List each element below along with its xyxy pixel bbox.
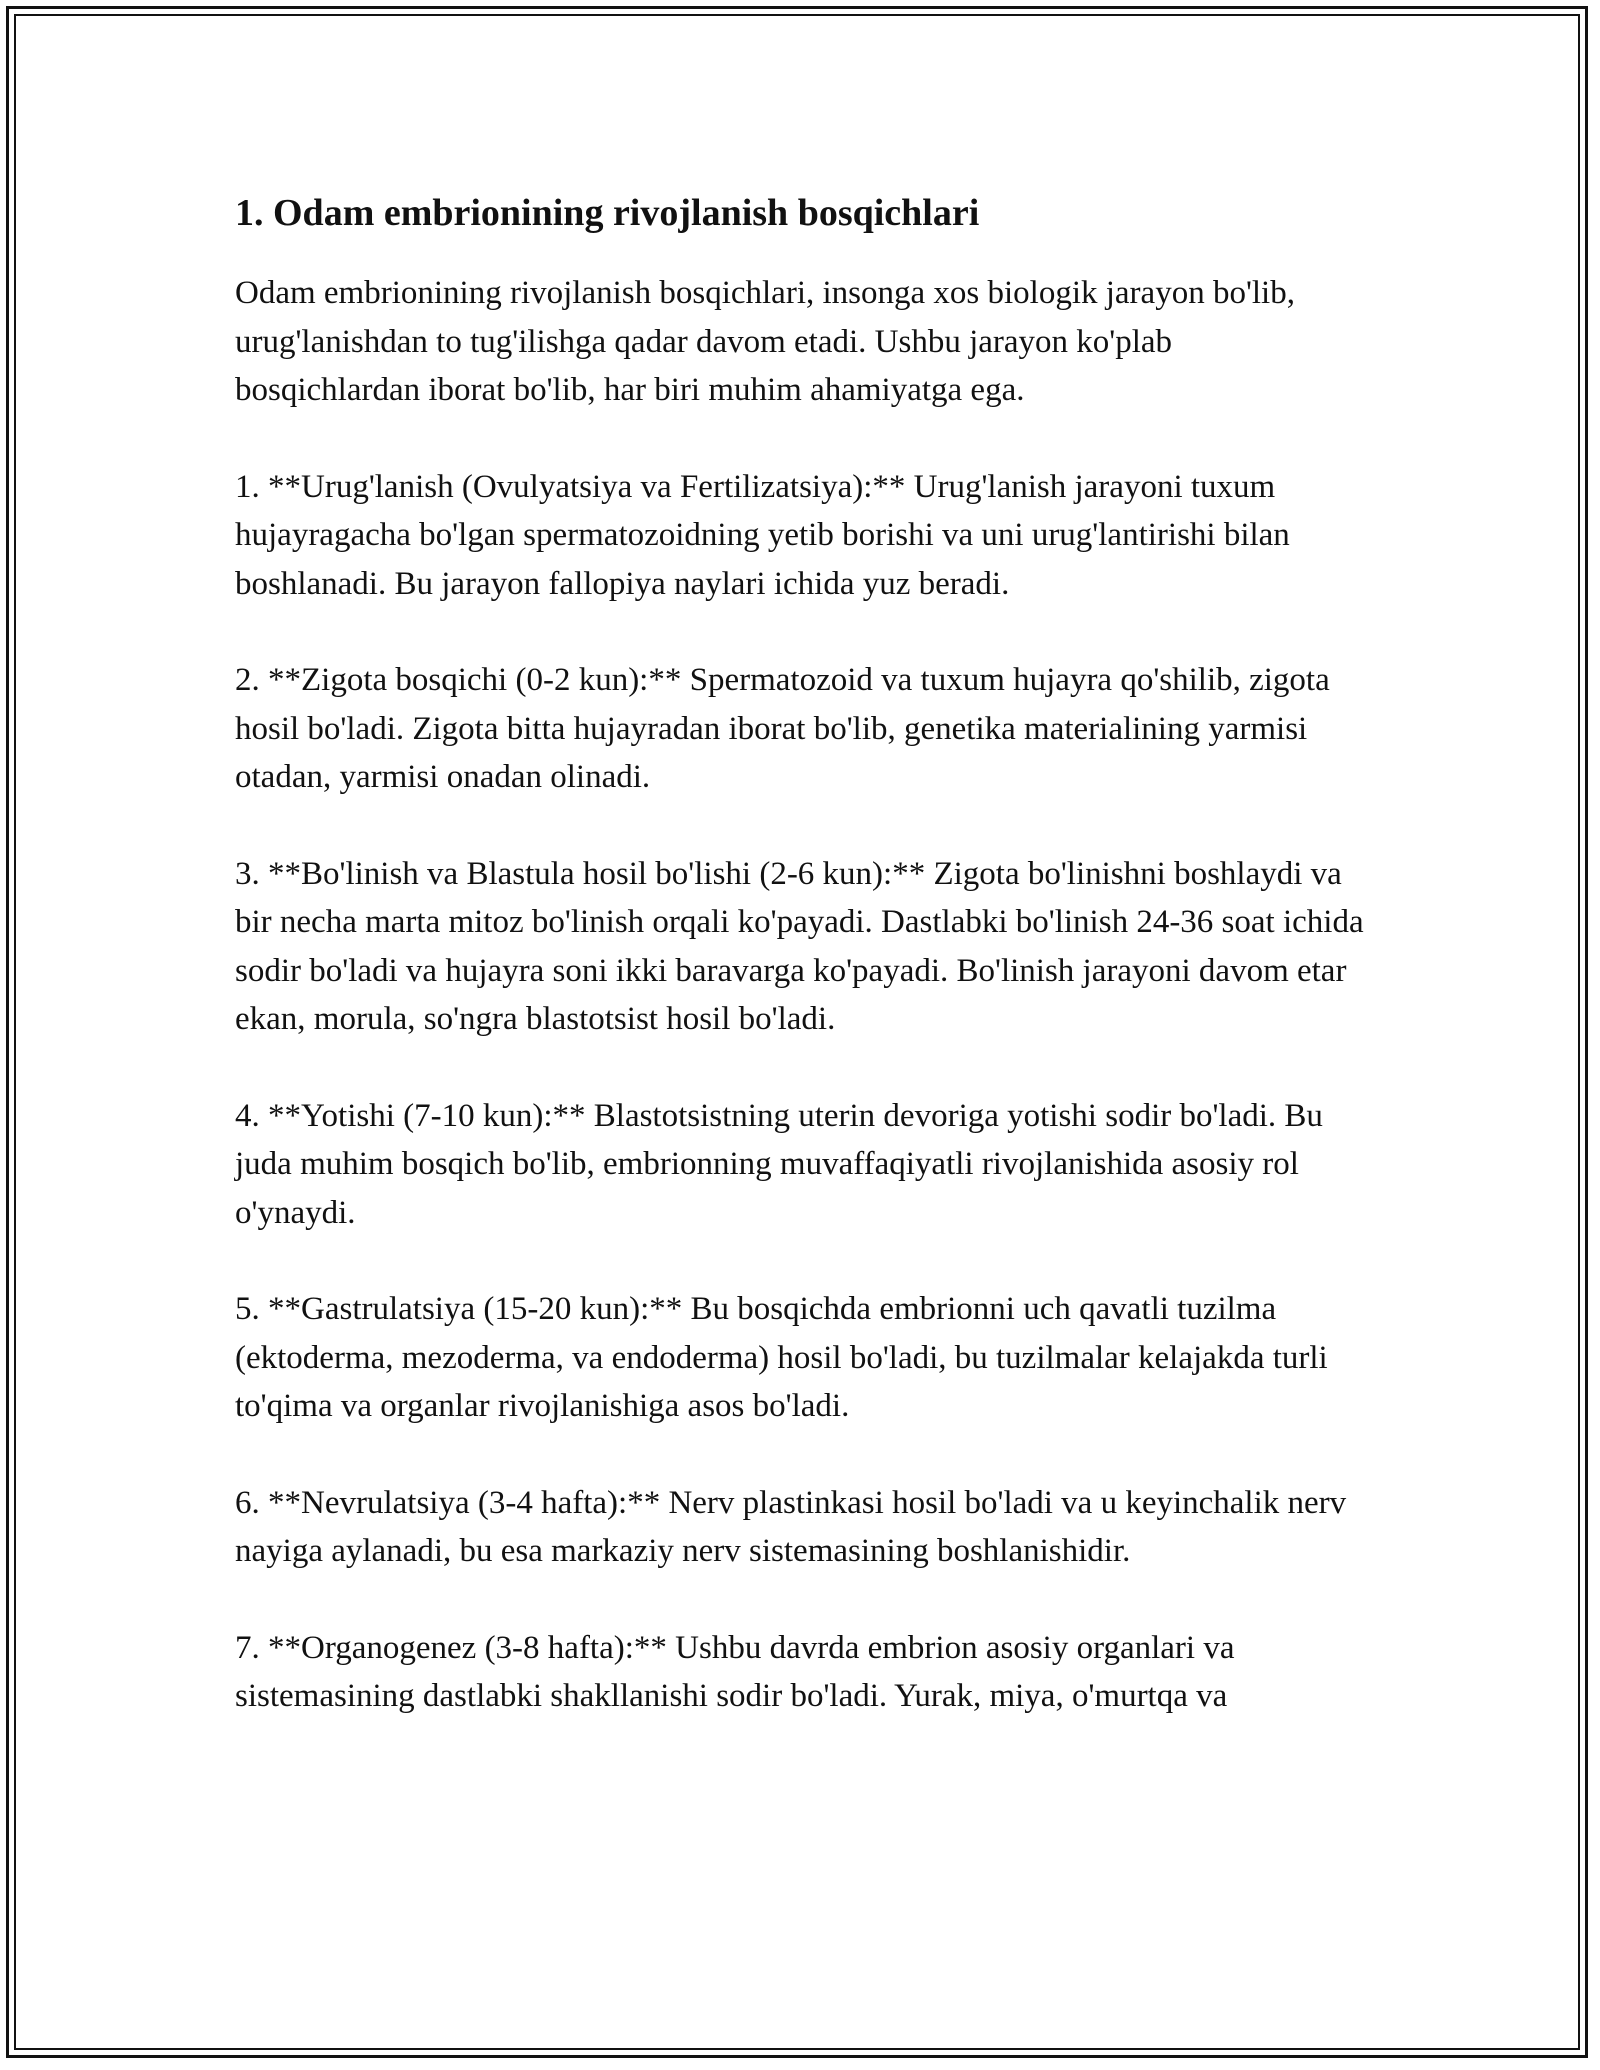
- stage-paragraph-4: 4. **Yotishi (7-10 kun):** Blastotsistning uterin devoriga yotishi sodir bo'ladi. Bu juda muhim bosqich bo'lib, embrionning muvaffaqiyatli rivojlanishida asosiy rol o'ynaydi.: [235, 1097, 1323, 1231]
- stage-paragraph-5: 5. **Gastrulatsiya (15-20 kun):** Bu bosqichda embrionni uch qavatli tuzilma (ektoderma, mezoderma, va endoderma) hosil bo'ladi, bu tuzilmalar kelajakda turli to'qima va organlar rivojlanishiga asos bo'ladi.: [235, 1291, 1328, 1424]
- stage-paragraph-6: 6. **Nevrulatsiya (3-4 hafta):** Nerv plastinkasi hosil bo'ladi va u keyinchalik nerv nayiga aylanadi, bu esa markaziy nerv sistemasining boshlanishidir.: [235, 1484, 1347, 1569]
- stage-paragraph-3: 3. **Bo'linish va Blastula hosil bo'lishi (2-6 kun):** Zigota bo'linishni boshlaydi va bir necha marta mitoz bo'linish orqali ko'payadi. Dastlabki bo'linish 24-36 soat ichida sodir bo'ladi va hujayra soni ikki baravarga ko'payadi. Bo'linish jarayoni davom etar ekan, morula, so'ngra blastotsist hosil bo'ladi.: [235, 855, 1364, 1037]
- stage-paragraph-7: 7. **Organogenez (3-8 hafta):** Ushbu davrda embrion asosiy organlari va sistemasining dastlabki shakllanishi sodir bo'ladi. Yurak, miya, o'murtqa va: [235, 1629, 1235, 1714]
- stage-paragraph-1: 1. **Urug'lanish (Ovulyatsiya va Fertilizatsiya):** Urug'lanish jarayoni tuxum hujayragacha bo'lgan spermatozoidning yetib borishi va uni urug'lantirishi bilan boshlanadi. Bu jarayon fallopiya naylari ichida yuz beradi.: [235, 468, 1290, 602]
- document-heading: 1. Odam embrionining rivojlanish bosqichlari: [235, 192, 980, 234]
- stage-paragraph-2: 2. **Zigota bosqichi (0-2 kun):** Spermatozoid va tuxum hujayra qo'shilib, zigota hosil bo'ladi. Zigota bitta hujayradan iborat bo'lib, genetika materialining yarmisi otadan, yarmisi onadan olinadi.: [235, 662, 1330, 795]
- document-body: [235, 183, 1365, 1769]
- intro-paragraph: Odam embrionining rivojlanish bosqichlari, insonga xos biologik jarayon bo'lib, urug'lanishdan to tug'ilishga qadar davom etadi. Ushbu jarayon ko'plab bosqichlardan iborat bo'lib, har biri muhim ahamiyatga ega.: [235, 275, 1295, 408]
